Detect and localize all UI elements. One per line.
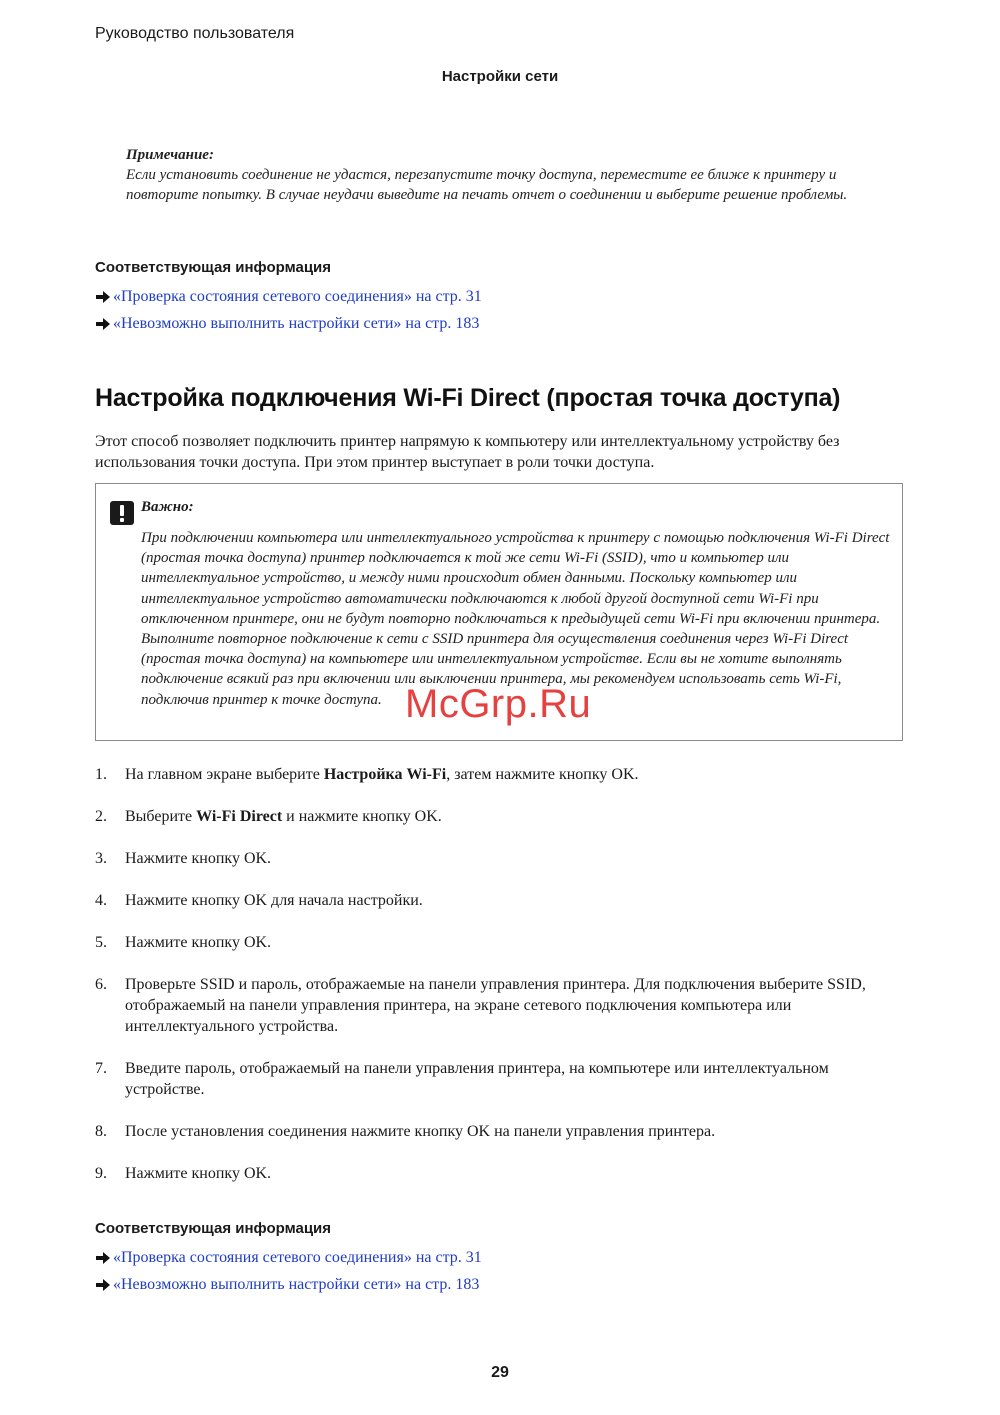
page-number: 29: [491, 1364, 509, 1381]
note-text: Если установить соединение не удастся, перезапустите точку доступа, переместите ее ближе к принтеру и повторите попытку. В случае неудачи выведите на печать отчет о соединении и выберите решение проблемы.: [126, 167, 848, 203]
step-text: Нажмите кнопку OK.: [125, 1165, 272, 1182]
step-item: [95, 890, 905, 911]
step-text: и нажмите кнопку OK.: [282, 808, 442, 825]
related-link[interactable]: [95, 1276, 479, 1294]
intro-paragraph: Этот способ позволяет подключить принтер напрямую к компьютеру или интеллектуальному устройству без использования точки доступа. При этом принтер выступает в роли точки доступа.: [95, 433, 840, 471]
arrow-right-icon: [95, 290, 111, 304]
important-title: Важно:: [141, 499, 194, 515]
related-link-text[interactable]: «Проверка состояния сетевого соединения» на стр. 31: [113, 1249, 482, 1266]
step-number: 8.: [95, 1123, 107, 1140]
arrow-right-icon: [95, 1251, 111, 1265]
step-number: 1.: [95, 766, 107, 783]
step-item: [95, 974, 905, 1037]
related-link[interactable]: [95, 288, 482, 306]
step-text: Нажмите кнопку OK для начала настройки.: [125, 892, 423, 909]
step-text: На главном экране выберите: [125, 766, 324, 783]
document-title: Руководство пользователя: [95, 25, 295, 42]
step-item: [95, 1163, 905, 1184]
step-item: [95, 764, 905, 785]
related-link[interactable]: [95, 315, 479, 333]
exclamation-icon: [110, 501, 134, 525]
step-text: Введите пароль, отображаемый на панели управления принтера, на компьютере или интеллектуальном устройстве.: [125, 1060, 829, 1098]
step-item: [95, 848, 905, 869]
step-item: [95, 1058, 905, 1100]
step-number: 9.: [95, 1165, 107, 1182]
step-text: После установления соединения нажмите кнопку OK на панели управления принтера.: [125, 1123, 716, 1140]
steps-list: [95, 764, 905, 1205]
step-number: 5.: [95, 934, 107, 951]
step-number: 6.: [95, 976, 107, 993]
step-text: Выберите: [125, 808, 197, 825]
watermark: McGrp.Ru: [405, 682, 592, 726]
step-number: 4.: [95, 892, 107, 909]
step-text: , затем нажмите кнопку OK.: [446, 766, 639, 783]
arrow-right-icon: [95, 317, 111, 331]
step-number: 7.: [95, 1060, 107, 1077]
related-info-title: Соответствующая информация: [95, 259, 332, 276]
step-bold-text: Wi-Fi Direct: [196, 808, 283, 825]
related-link-text[interactable]: «Невозможно выполнить настройки сети» на стр. 183: [113, 315, 480, 332]
note-title: Примечание:: [126, 147, 214, 163]
related-link-text[interactable]: «Проверка состояния сетевого соединения» на стр. 31: [113, 288, 482, 305]
related-info-title: Соответствующая информация: [95, 1220, 332, 1237]
related-link[interactable]: [95, 1249, 482, 1267]
section-title: Настройки сети: [441, 68, 559, 85]
step-number: 3.: [95, 850, 107, 867]
step-bold-text: Настройка Wi-Fi: [323, 766, 447, 783]
note-block: [126, 145, 906, 205]
step-text: Проверьте SSID и пароль, отображаемые на панели управления принтера. Для подключения выберите SSID, отображаемый на панели управления принтера, на экране сетевого подключения компьютера или интеллектуального устройства.: [125, 976, 866, 1035]
section-heading: Настройка подключения Wi-Fi Direct (простая точка доступа): [95, 384, 841, 412]
important-text: При подключении компьютера или интеллектуального устройства к принтеру с помощью подключения Wi-Fi Direct (простая точка доступа) принтер подключается к той же сети Wi-Fi (SSID), что и компьютер или интеллектуальное устройство, и между ними происходит обмен данными. Поскольку компьютер или интеллектуальное устройство автоматически подключаются к любой другой доступной сети Wi-Fi при отключенном принтере, они не будут повторно подключаться к предыдущей сети Wi-Fi при включении принтера. Выполните повторное подключение к сети с SSID принтера для осуществления соединения через Wi-Fi Direct (простая точка доступа) на компьютере или интеллектуальном устройстве. Если вы не хотите выполнять подключение всякий раз при включении или выключении принтера, мы рекомендуем использовать сеть Wi-Fi, подключив принтер к точке доступа.: [141, 530, 890, 708]
step-item: [95, 932, 905, 953]
step-text: Нажмите кнопку OK.: [125, 934, 272, 951]
step-item: [95, 806, 905, 827]
related-link-text[interactable]: «Невозможно выполнить настройки сети» на стр. 183: [113, 1276, 480, 1293]
arrow-right-icon: [95, 1278, 111, 1292]
step-number: 2.: [95, 808, 107, 825]
step-item: [95, 1121, 905, 1142]
step-text: Нажмите кнопку OK.: [125, 850, 272, 867]
